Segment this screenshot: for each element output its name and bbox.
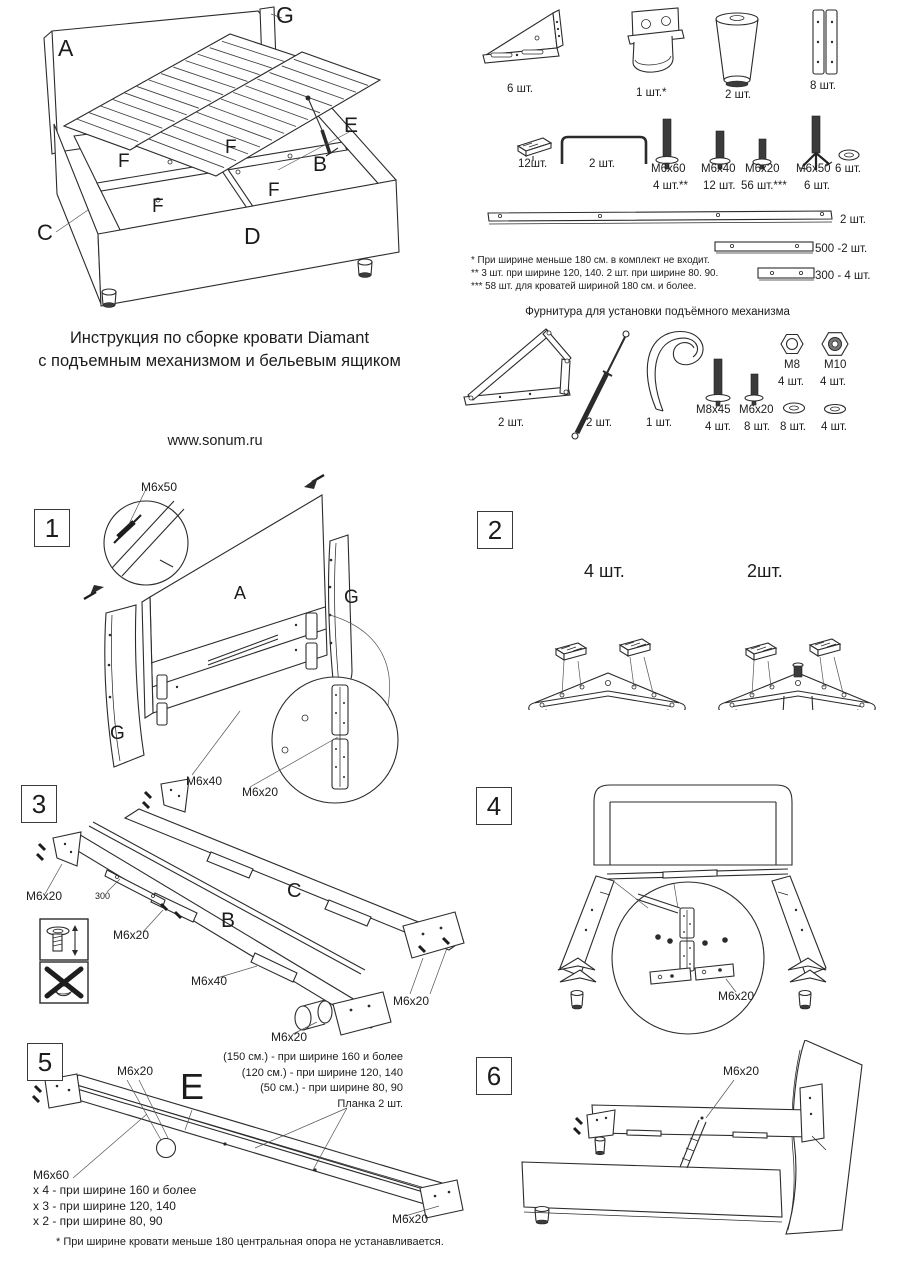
bolt-m6x60 xyxy=(656,119,678,169)
qty-label: 2шт. xyxy=(747,561,783,581)
fastener-label: M6x20 xyxy=(26,889,63,903)
bolt-size-label: M6x50 xyxy=(796,163,831,175)
box-base xyxy=(522,1162,782,1224)
overview-label-c: C xyxy=(37,220,53,245)
length-option: (50 см.) - при ширине 80, 90 xyxy=(260,1082,403,1094)
corner-leg-right xyxy=(788,958,826,1009)
connecting-plate-part xyxy=(813,10,837,74)
step-number-6: 6 xyxy=(476,1057,512,1095)
detail-circle-center-support xyxy=(612,882,764,1034)
step-number-2: 2 xyxy=(477,511,513,549)
step2-drawing xyxy=(520,595,900,710)
planka-qty: Планка 2 шт. xyxy=(337,1097,403,1110)
rail-qty-label: 2 шт. xyxy=(840,214,867,226)
website-link[interactable]: www.sonum.ru xyxy=(167,433,263,449)
bolt-size-label: M8x45 xyxy=(696,404,731,416)
fastener-label: M6x20 xyxy=(393,994,430,1008)
part-qty-label: 6 шт. xyxy=(835,163,862,175)
fastener-label: M6x20 xyxy=(718,989,755,1003)
nut-size-label: M10 xyxy=(824,359,847,371)
length-option: (120 см.) - при ширине 120, 140 xyxy=(241,1066,403,1079)
part-qty-label: 12шт. xyxy=(518,158,548,170)
bolt-qty-label: 4 шт. xyxy=(705,421,732,433)
step3-drawing xyxy=(15,778,470,1050)
hw-qty-label: 4 шт. xyxy=(821,421,848,433)
length-option: (150 см.) - при ширине 160 и более xyxy=(223,1051,403,1063)
part-qty-label: 8 шт. xyxy=(810,80,837,92)
washer-part xyxy=(839,150,859,160)
arrow-icon xyxy=(304,475,324,489)
overview-label-b: B xyxy=(313,153,328,176)
part-qty-label: 1 шт.* xyxy=(636,87,667,99)
part-qty-label: 6 шт. xyxy=(507,83,534,95)
step-number-1: 1 xyxy=(34,509,70,547)
rail-500 xyxy=(715,242,813,253)
step6-drawing xyxy=(470,1040,900,1270)
fastener-label: M6x20 xyxy=(113,928,150,942)
nut-qty-label: 4 шт. xyxy=(820,376,847,388)
bolt-m8x45 xyxy=(706,359,730,406)
nut-qty-label: 4 шт. xyxy=(778,376,805,388)
bolt-qty-label: 4 шт.** xyxy=(653,180,688,192)
part-letter-g: G xyxy=(110,723,125,744)
no-hammer-icon xyxy=(40,962,88,1003)
nut-m10 xyxy=(822,333,848,356)
hw-qty-label: 8 шт. xyxy=(780,421,807,433)
bolt-count-block xyxy=(33,1168,196,1229)
corner-plate-4x xyxy=(529,639,686,710)
step-number-5: 5 xyxy=(27,1043,63,1081)
back-rails xyxy=(607,869,788,879)
headboard-assembled xyxy=(594,785,792,865)
length-options-block xyxy=(150,1050,403,1112)
corner-plate-with-leg-2x xyxy=(719,639,876,710)
overview-label-f: F xyxy=(152,196,164,217)
count-option: x 3 - при ширине 120, 140 xyxy=(33,1198,176,1213)
part-letter-a: A xyxy=(234,583,247,603)
overview-label-d: D xyxy=(244,223,261,249)
hw-qty-label: 2 шт. xyxy=(498,417,525,429)
footnote: * При ширине меньше 180 см. в комплект не входит. xyxy=(471,255,710,266)
bolt-size-label: M6x20 xyxy=(745,163,780,175)
leader-m6x40 xyxy=(192,711,240,775)
nut-size-label: M8 xyxy=(784,359,800,371)
overview-label-f: F xyxy=(118,151,130,172)
washer-4 xyxy=(825,405,846,414)
lift-mechanism xyxy=(464,329,571,405)
part-qty-label: 2 шт. xyxy=(589,158,616,170)
hardware-section-title: Фурнитура для установки подъёмного механизма xyxy=(525,306,790,318)
hw-qty-label: 1 шт. xyxy=(646,417,673,429)
page-title-line1: Инструкция по сборке кровати Diamant xyxy=(69,329,370,347)
rail-300 xyxy=(758,268,814,280)
overview-label-e: E xyxy=(344,114,359,137)
step-number-3: 3 xyxy=(21,785,57,823)
bed-leg xyxy=(358,259,372,278)
bed-leg xyxy=(535,1207,549,1225)
fastener-label: M6x50 xyxy=(141,480,178,494)
bolt-qty-label: 6 шт. xyxy=(804,180,831,192)
rail-long xyxy=(488,211,832,224)
bed-leg xyxy=(102,289,116,308)
fastener-label: M6x20 xyxy=(117,1064,154,1078)
overview-label-f: F xyxy=(225,137,237,158)
overview-label-f: F xyxy=(268,180,280,201)
screw-depth-ok-icon xyxy=(40,919,88,960)
count-option: x 2 - при ширине 80, 90 xyxy=(33,1213,163,1228)
side-rail-left xyxy=(560,876,614,976)
nut-m8 xyxy=(781,335,803,354)
part-qty-label: 2 шт. xyxy=(725,89,752,101)
leader xyxy=(410,958,423,994)
bolt-size-label: M6x60 xyxy=(651,163,686,175)
side-wing-g-right xyxy=(329,535,352,690)
fastener-label: M6x40 xyxy=(186,774,223,788)
side-rail-right xyxy=(772,876,826,976)
footnote: ** 3 шт. при ширине 120, 140. 2 шт. при ширине 80. 90. xyxy=(471,268,719,279)
part-letter-b: B xyxy=(221,909,236,932)
bolt-m6x50 xyxy=(800,116,832,170)
footnote: *** 58 шт. для кроватей шириной 180 см. и более. xyxy=(471,281,697,292)
bubble-connector xyxy=(612,880,648,908)
fastener-label: M6x20 xyxy=(242,785,279,799)
part-letter-e: E xyxy=(180,1066,205,1107)
wall-bracket-left xyxy=(574,1110,615,1155)
bolt-size-label: M6x20 xyxy=(739,404,774,416)
dimension-label: 300 xyxy=(95,891,111,901)
center-leg-bracket xyxy=(628,8,684,72)
bolt-qty-label: 8 шт. xyxy=(744,421,771,433)
overview-label-a: A xyxy=(58,35,74,61)
washer-8 xyxy=(784,403,805,413)
overview-label-g: G xyxy=(276,2,294,28)
fastener-label: M6x60 xyxy=(33,1168,70,1182)
fastener-label: M6x20 xyxy=(392,1212,429,1226)
page-title-line2: с подъемным механизмом и бельевым ящиком xyxy=(38,352,401,370)
bolt-m6x20-hw xyxy=(745,374,763,405)
fastener-label: M6x20 xyxy=(723,1064,760,1078)
corner-bracket xyxy=(483,10,563,63)
bolt-qty-label: 56 шт.*** xyxy=(741,180,787,192)
count-option: x 4 - при ширине 160 и более xyxy=(33,1183,197,1198)
detail-circle-m6x50 xyxy=(104,489,188,585)
strap-part xyxy=(647,332,703,411)
fastener-label: M6x40 xyxy=(191,974,228,988)
qty-label: 4 шт. xyxy=(584,561,625,581)
bolt-size-label: M6x40 xyxy=(701,163,736,175)
arrow-icon xyxy=(84,585,104,599)
part-letter-g: G xyxy=(344,587,359,608)
step-number-4: 4 xyxy=(476,787,512,825)
fastener-label: M6x20 xyxy=(271,1030,308,1044)
bed-leg-part xyxy=(716,13,758,87)
rail-qty-label: 500 -2 шт. xyxy=(815,243,868,255)
bottom-note: * При ширине кровати меньше 180 центральная опора не устанавливается. xyxy=(56,1236,444,1248)
step1-drawing xyxy=(80,465,465,817)
bolt-qty-label: 12 шт. xyxy=(703,180,736,192)
part-letter-c: C xyxy=(287,880,302,902)
rail-qty-label: 300 - 4 шт. xyxy=(815,270,871,282)
overview-bed-drawing xyxy=(8,4,463,316)
leader xyxy=(430,948,447,994)
hw-qty-label: 2 шт. xyxy=(586,417,613,429)
